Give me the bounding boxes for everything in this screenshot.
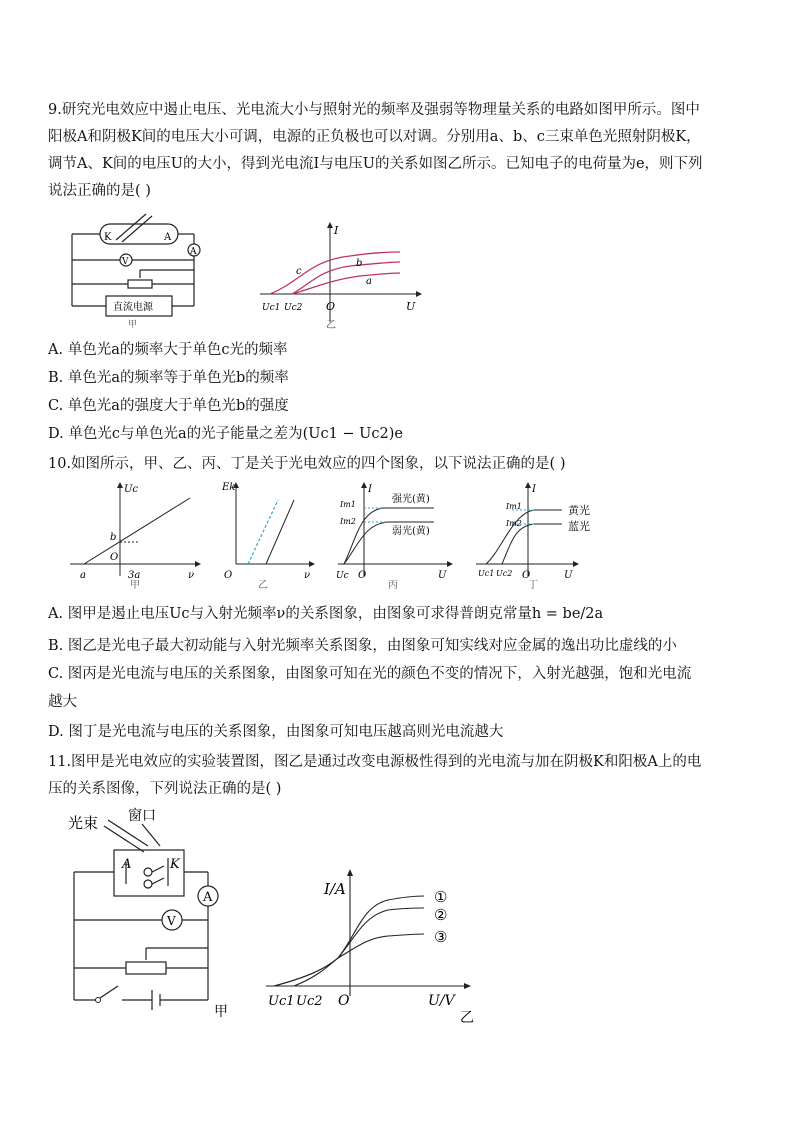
q10-ding-i-label: I [532,484,536,495]
q9-option-d[interactable]: D. 单色光c与单色光a的光子能量之差为(Uc1 − Uc2)e [48,426,403,442]
q9-anode-label: A [164,232,172,243]
q9-fig-yi-caption: 乙 [326,320,336,331]
q11-beam-label: 光束 [68,814,99,832]
q9-fig-jia-caption: 甲 [128,320,138,330]
q9-label-b: b [356,258,363,269]
q10-option-b[interactable]: B. 图乙是光电子最大初动能与入射光频率关系图象，由图象可知实线对应金属的逸出功比虚线的小 [48,638,677,654]
q10-graph-jia [66,480,206,590]
q11-uc1-label: Uc1 [268,994,295,1009]
q10-jia-3a-label: 3a [128,570,141,581]
q9-origin-label: O [326,300,336,313]
q9-option-c[interactable]: C. 单色光a的强度大于单色光b的强度 [48,398,289,414]
q10-ding-im2: Im2 [506,519,522,528]
q10-jia-caption: 甲 [130,580,140,591]
q10-bing-weak-label: 弱光(黄) [392,526,430,537]
q10-option-c[interactable]: C. 图丙是光电流与电压的关系图象，由图象可知在光的颜色不变的情况下，入射光越强，饱和光电流 [48,666,692,682]
q10-bing-uc: Uc [336,571,349,581]
q11-uc2-label: Uc2 [296,994,323,1009]
q11-y-label: I/A [324,880,346,898]
q10-graph-ding [472,480,608,590]
q9-label-c: c [296,266,302,277]
q10-ding-yellow-curve [486,510,562,564]
q10-stem: 10.如图所示，甲、乙、丙、丁是关于光电效应的四个图象，以下说法正确的是( ) [48,456,566,472]
q9-circuit-figure [66,210,216,330]
q9-i-label: I [334,224,339,237]
q11-origin-label: O [338,993,350,1009]
q9-uc2-label: Uc2 [284,303,303,313]
q9-rheostat [128,280,152,288]
q11-rheostat [126,962,166,974]
q10-yi-caption: 乙 [258,580,268,591]
q11-fig-yi-caption: 乙 [460,1010,474,1026]
q10-bing-strong-label: 强光(黄) [392,494,430,505]
q11-curve-1-label: ① [434,888,448,906]
q10-jia-b-label: b [110,532,117,543]
q10-ding-yellow-label: 黄光 [568,504,590,517]
q10-jia-x-label: ν [188,570,195,581]
q11-curve-2 [294,908,424,986]
q9-source-label: 直流电源 [113,302,153,313]
q9-stem-line3: 调节A、K间的电压U的大小，得到光电流I与电压U的关系如图乙所示。已知电子的电荷量为e，则下列 [48,156,703,172]
q10-ding-uc2: Uc2 [496,569,513,578]
q10-graph-yi [222,480,322,590]
q9-stem-line4: 说法正确的是( ) [48,183,151,199]
q11-curve-1 [274,896,424,986]
q11-iu-graph [264,866,484,1026]
q10-ding-u-label: U [564,570,573,581]
q9-curve-c [270,252,400,294]
q10-ding-caption: 丁 [528,580,538,591]
q10-bing-im2: Im2 [340,517,356,526]
q9-stem-line2: 阳极A和阴极K间的电压大小可调，电源的正负极也可以对调。分别用a、b、c三束单色光照射阴极K， [48,129,701,145]
q11-stem-line1: 11.图甲是光电效应的实验装置图，图乙是通过改变电源极性得到的光电流与加在阴极K和阳极A上的电 [48,754,702,770]
q11-stem-line2: 压的关系图像，下列说法正确的是( ) [48,781,282,797]
q10-jia-origin: O [110,552,119,563]
q11-cathode-label: K [170,857,180,872]
q9-uc1-label: Uc1 [262,303,281,313]
q9-cathode-label: K [104,232,112,243]
q10-ding-origin: O [522,570,531,581]
q10-jia-y-label: Uc [124,484,139,495]
q9-u-label: U [406,300,416,313]
q9-iu-graph [250,222,430,332]
q11-curve-2-label: ② [434,906,448,924]
q10-ding-im1: Im1 [506,502,522,511]
q11-voltmeter-label: V [167,914,176,928]
q10-option-c-cont: 越大 [48,694,77,710]
q10-bing-caption: 丙 [388,580,398,591]
q10-bing-i-label: I [368,484,372,495]
q10-bing-im1: Im1 [340,500,356,509]
q9-stem-line1: 9.研究光电效应中遏止电压、光电流大小与照射光的频率及强弱等物理量关系的电路如图甲所示。图中 [48,102,700,118]
q11-switch [100,986,118,998]
q11-ammeter-label: A [203,890,213,905]
q10-yi-solid-line [266,500,294,564]
q11-x-label: U/V [428,993,455,1009]
q10-bing-u-label: U [438,570,447,581]
q11-apparatus-figure [64,806,244,1022]
q10-yi-x-label: ν [304,570,311,581]
q10-yi-y-label: Ek [222,482,236,493]
q10-option-a[interactable]: A. 图甲是遏止电压Uc与入射光频率ν的关系图象，由图象可求得普朗克常量h = be/2a [48,606,604,622]
q10-ding-blue-label: 蓝光 [568,520,590,533]
q9-voltmeter-label: V [122,257,129,267]
q11-fig-jia-caption: 甲 [214,1004,228,1020]
q11-anode-label: A [122,857,132,872]
q10-jia-a-label: a [80,570,86,581]
q9-ammeter-label: A [190,247,197,257]
q10-bing-origin: O [358,570,367,581]
q10-yi-origin: O [224,570,233,581]
q9-option-b[interactable]: B. 单色光a的频率等于单色光b的频率 [48,370,289,386]
q10-graph-bing [334,480,458,590]
q10-jia-line [84,498,190,564]
q10-option-d[interactable]: D. 图丁是光电流与电压的关系图象，由图象可知电压越高则光电流越大 [48,724,504,740]
q11-curve-3-label: ③ [434,928,448,946]
q9-option-a[interactable]: A. 单色光a的频率大于单色c光的频率 [48,342,288,358]
q10-ding-uc1: Uc1 [478,569,495,578]
q11-window-label: 窗口 [128,808,156,824]
q9-label-a: a [366,276,372,287]
q10-yi-dashed-line [248,500,278,564]
q10-ding-blue-curve [502,524,562,564]
